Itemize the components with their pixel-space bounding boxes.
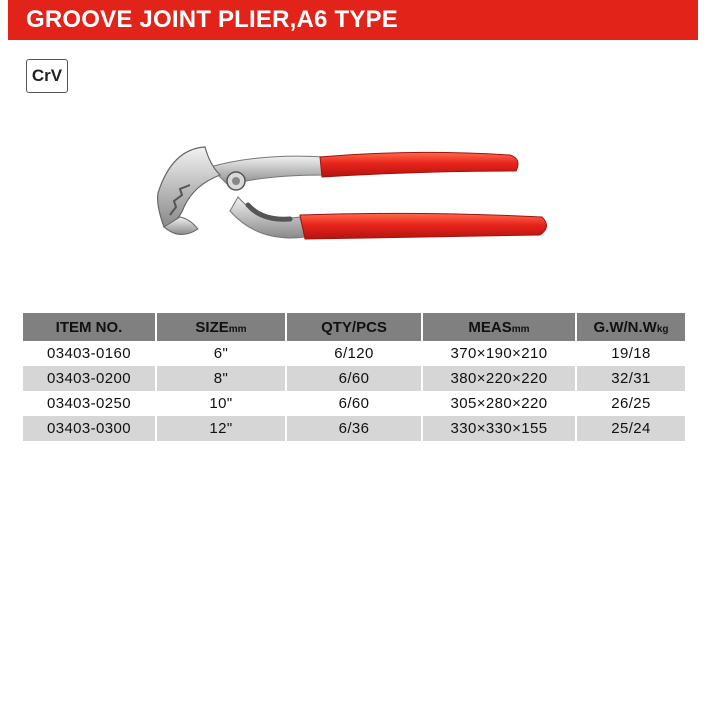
meas-cell: 380×220×220 (422, 366, 576, 391)
table-row (23, 341, 685, 366)
table-row (23, 391, 685, 416)
meas-cell: 305×280×220 (422, 391, 576, 416)
upper-handle-grip (320, 152, 518, 177)
item-no-cell: 03403-0250 (23, 391, 156, 416)
item-no-cell: 03403-0160 (23, 341, 156, 366)
col-weight: G.W/N.Wkg (576, 313, 685, 341)
lower-handle-grip (300, 213, 547, 239)
spec-table (23, 313, 685, 441)
col-meas: MEASmm (422, 313, 576, 341)
qty-cell: 6/60 (286, 391, 422, 416)
table-header-row (23, 313, 685, 341)
plier-image (150, 145, 550, 255)
plier-jaw (158, 147, 220, 227)
weight-cell: 26/25 (576, 391, 685, 416)
size-cell: 10" (156, 391, 286, 416)
size-cell: 8" (156, 366, 286, 391)
weight-cell: 19/18 (576, 341, 685, 366)
item-no-cell: 03403-0300 (23, 416, 156, 441)
title-bar (8, 0, 698, 40)
material-badge: CrV (26, 59, 68, 93)
page-title: GROOVE JOINT PLIER,A6 TYPE (26, 6, 398, 33)
qty-cell: 6/36 (286, 416, 422, 441)
weight-cell: 32/31 (576, 366, 685, 391)
item-no-cell: 03403-0200 (23, 366, 156, 391)
size-cell: 6" (156, 341, 286, 366)
qty-cell: 6/60 (286, 366, 422, 391)
col-item-no: ITEM NO. (23, 313, 156, 341)
meas-cell: 330×330×155 (422, 416, 576, 441)
qty-cell: 6/120 (286, 341, 422, 366)
size-cell: 12" (156, 416, 286, 441)
table-row (23, 366, 685, 391)
col-qty: QTY/PCS (286, 313, 422, 341)
table-row (23, 416, 685, 441)
col-size: SIZEmm (156, 313, 286, 341)
weight-cell: 25/24 (576, 416, 685, 441)
meas-cell: 370×190×210 (422, 341, 576, 366)
